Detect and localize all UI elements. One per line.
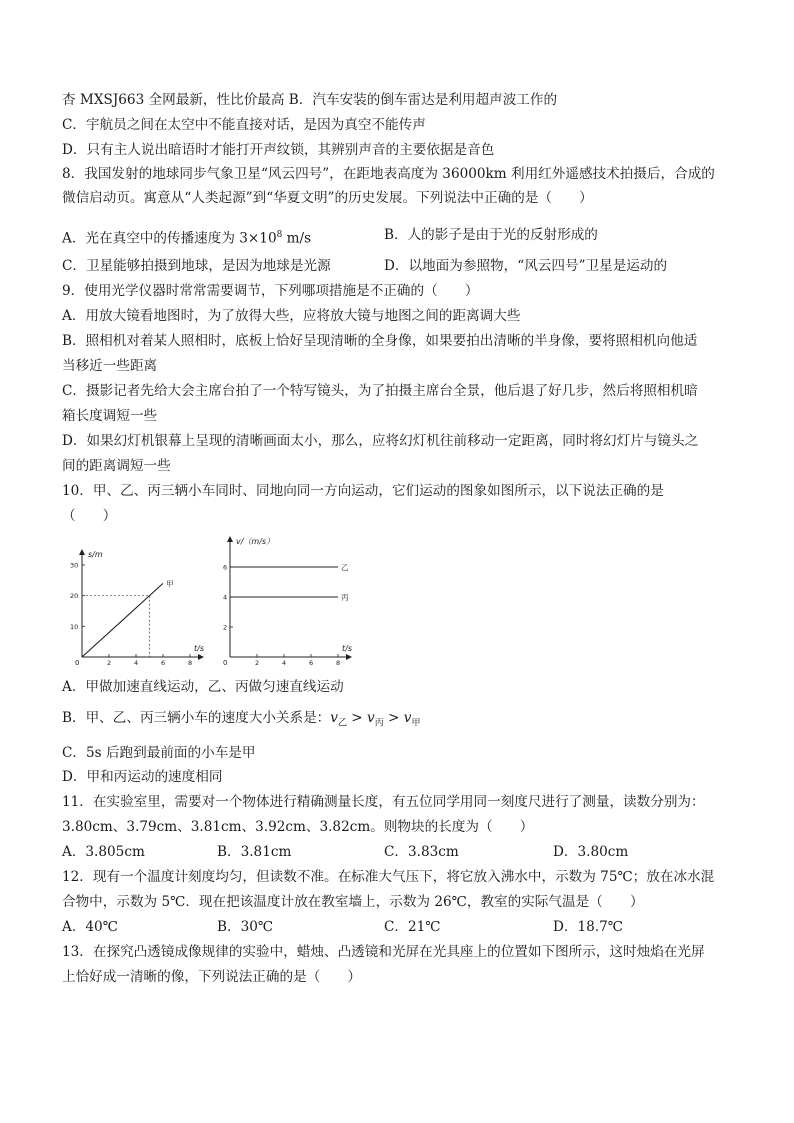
- q12-stem-line-2: 合物中，示数为 5℃．现在把该温度计放在教室墙上，示数为 26℃，教室的实际气温是（ ）: [62, 894, 644, 910]
- line-8-option-c: C．宇航员之间在太空中不能直接对话，是因为真空不能传声: [62, 117, 426, 133]
- q11-option-d: D．3.80cm: [553, 844, 629, 860]
- line-8-option-b: 杏 MXSJ663 全网最新，性比价最高 B．汽车安装的倒车雷达是利用超声波工作的: [62, 92, 558, 108]
- q13-stem-line-1: 13．在探究凸透镜成像规律的实验中，蜡烛、凸透镜和光屏在光具座上的位置如下图所示，这时烛焰在光屏: [62, 944, 705, 960]
- q9-option-b-line-2: 当移近一些距离: [62, 358, 158, 374]
- q8-option-a-exponent: 8: [276, 230, 283, 240]
- q12-option-c: C．21℃: [384, 919, 441, 935]
- q12-option-d: D．18.7℃: [553, 919, 623, 935]
- series-label-1: 甲: [166, 579, 174, 589]
- y-tick-label: 30: [70, 561, 79, 570]
- origin-label: 0: [223, 659, 228, 667]
- x-tick-label: 2: [107, 659, 112, 667]
- q8-stem-line-2: 微信启动页。寓意从“人类起源”到“华夏文明”的历史发展。下列说法中正确的是（ ）: [62, 190, 593, 206]
- origin-label: 0: [75, 659, 80, 667]
- q11-stem-line-1: 11．在实验室里，需要对一个物体进行精确测量长度，有五位同学用同一刻度尺进行了测量，读数分别为：: [62, 794, 705, 810]
- q9-stem: 9．使用光学仪器时常常需要调节，下列哪项措施是不正确的（ ）: [62, 283, 479, 299]
- y-axis-arrow: [79, 549, 85, 555]
- q8-stem-line-1: 8．我国发射的地球同步气象卫星“风云四号”，在距地表高度为 36000km 利用红外遥感技术拍摄后，合成的: [62, 166, 715, 182]
- v-t-graph: [208, 536, 358, 670]
- x-axis-arrow: [198, 654, 204, 660]
- x-tick-label: 2: [255, 659, 260, 667]
- x-axis-arrow: [346, 654, 352, 660]
- y-tick-label: 20: [70, 592, 79, 601]
- q10-stem-line-2: （ ）: [62, 508, 117, 524]
- q10-option-b-text: B．甲、乙、丙三辆小车的速度大小关系是：: [62, 710, 331, 726]
- q8-option-b: B．人的影子是由于光的反射形成的: [384, 227, 598, 243]
- q9-option-c-line-2: 箱长度调短一些: [62, 408, 158, 424]
- v-symbol: v: [367, 710, 375, 726]
- q12-option-b: B．30℃: [217, 919, 274, 935]
- series-line-1: [82, 583, 163, 657]
- q10-stem-line-1: 10．甲、乙、丙三辆小车同时、同地向同一方向运动，它们运动的图象如图所示，以下说法正确的是: [62, 483, 664, 499]
- q8-option-a-text: A．光在真空中的传播速度为 3×10: [62, 230, 277, 247]
- sub-bing: 丙: [374, 718, 384, 729]
- q10-option-c: C．5s 后跑到最前面的小车是甲: [62, 745, 256, 761]
- q9-option-d-line-1: D．如果幻灯机银幕上呈现的清晰画面太小，那么，应将幻灯机往前移动一定距离，同时将幻灯片与镜头之: [62, 433, 699, 449]
- q12-option-a: A．40℃: [62, 919, 118, 935]
- q8-option-c: C．卫星能够拍摄到地球，是因为地球是光源: [62, 258, 331, 274]
- x-tick-label: 6: [161, 659, 166, 667]
- q11-option-c: C．3.83cm: [384, 844, 459, 860]
- y-axis-label: v/（m/s）: [236, 537, 275, 546]
- y-tick-label: 10: [70, 622, 79, 631]
- y-axis-arrow: [227, 536, 233, 542]
- gt-sign-2: >: [383, 710, 404, 726]
- y-tick-label: 6: [223, 563, 228, 572]
- v-symbol: v: [403, 710, 412, 726]
- q10-option-d: D．甲和丙运动的速度相同: [62, 769, 223, 785]
- y-axis-label: s/m: [88, 550, 103, 559]
- x-tick-label: 8: [188, 659, 193, 667]
- sub-jia: 甲: [411, 718, 421, 729]
- q8-option-a: [62, 225, 311, 249]
- x-tick-label: 4: [282, 659, 287, 667]
- x-tick-label: 8: [336, 659, 341, 667]
- y-tick-label: 2: [223, 623, 228, 632]
- y-tick-label: 4: [223, 593, 228, 602]
- gt-sign-1: >: [346, 710, 368, 726]
- q13-stem-line-2: 上恰好成一清晰的像，下列说法正确的是（ ）: [62, 969, 362, 985]
- q9-option-b-line-1: B．照相机对着某人照相时，底板上恰好呈现清晰的全身像，如果要拍出清晰的半身像，要将照相机向他适: [62, 333, 698, 349]
- q9-option-a: A．用放大镜看地图时，为了放得大些，应将放大镜与地图之间的距离调大些: [62, 308, 521, 324]
- q9-option-c-line-1: C．摄影记者先给大会主席台拍了一个特写镜头，为了拍摄主席台全景，他后退了好几步，然后将照相机暗: [62, 383, 698, 399]
- q12-stem-line-1: 12．现有一个温度计刻度均匀，但读数不准。在标准大气压下，将它放入沸水中，示数为 75℃；放在冰水混: [62, 869, 715, 885]
- q11-option-a: A．3.805cm: [62, 844, 145, 860]
- q11-option-b: B．3.81cm: [217, 844, 292, 860]
- q8-option-a-unit: m/s: [282, 230, 312, 247]
- sub-yi: 乙: [337, 718, 347, 729]
- series-label-2: 丙: [341, 593, 349, 602]
- q8-option-d: D．以地面为参照物，“风云四号”卫星是运动的: [384, 258, 668, 274]
- line-8-option-d: D．只有主人说出暗语时才能打开声纹锁，其辨别声音的主要依据是音色: [62, 142, 495, 158]
- x-axis-label: t/s: [342, 644, 352, 653]
- q10-option-a: A．甲做加速直线运动，乙、丙做匀速直线运动: [62, 679, 344, 695]
- x-tick-label: 4: [134, 659, 139, 667]
- s-t-graph: [56, 536, 204, 670]
- x-tick-label: 6: [309, 659, 314, 667]
- v-symbol: v: [330, 710, 338, 726]
- x-axis-label: t/s: [194, 644, 204, 653]
- q11-stem-line-2: 3.80cm、3.79cm、3.81cm、3.92cm、3.82cm。则物块的长度为（ ）: [62, 819, 534, 835]
- q9-option-d-line-2: 间的距离调短一些: [62, 458, 171, 474]
- series-label-1: 乙: [341, 563, 349, 572]
- q10-option-b: [62, 708, 420, 734]
